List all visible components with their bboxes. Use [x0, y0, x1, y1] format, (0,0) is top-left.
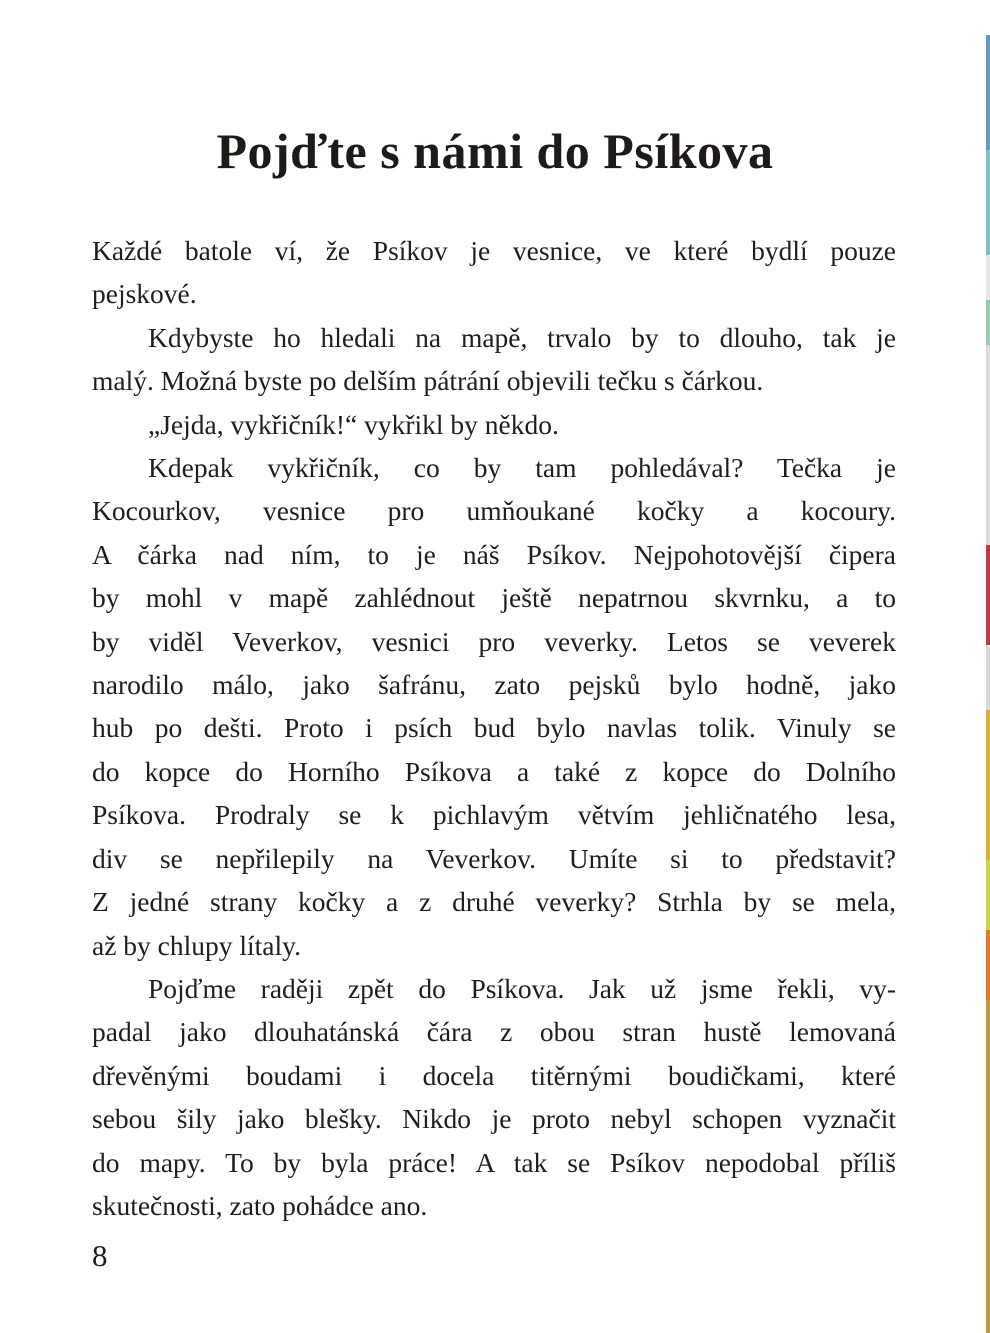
text-line: pejskové. — [92, 278, 197, 310]
text-line: Pojďme raději zpět do Psíkova. Jak už jsme řekli, vy- — [148, 972, 896, 1004]
text-line: do kopce do Horního Psíkova a také z kopce do Dolního — [92, 755, 896, 787]
edge-color-segment — [986, 1000, 990, 1333]
edge-color-segment — [986, 345, 990, 545]
text-line: sebou šily jako blešky. Nikdo je proto nebyl schopen vyznačit — [92, 1103, 896, 1135]
text-line: Z jedné strany kočky a z druhé veverky? Strhla by se mela, — [92, 886, 896, 918]
edge-color-segment — [986, 545, 990, 645]
text-line: by viděl Veverkov, vesnici pro veverky. Letos se veverek — [92, 625, 896, 657]
text-line: „Jejda, vykřičník!“ vykřikl by někdo. — [148, 408, 559, 440]
text-line: padal jako dlouhatánská čára z obou stran hustě lemovaná — [92, 1016, 896, 1048]
edge-color-segment — [986, 930, 990, 1000]
edge-color-segment — [986, 300, 990, 345]
text-line: Kdepak vykřičník, co by tam pohledával? Tečka je — [148, 452, 896, 484]
text-line: Kocourkov, vesnice pro umňoukané kočky a kocoury. — [92, 495, 896, 527]
edge-color-segment — [986, 255, 990, 300]
text-line: malý. Možná byste po delším pátrání objevili tečku s čárkou. — [92, 365, 764, 397]
edge-color-segment — [986, 860, 990, 930]
text-line: by mohl v mapě zahlédnout ještě nepatrnou skvrnku, a to — [92, 582, 896, 614]
text-line: narodilo málo, jako šafránu, zato pejsků bylo hodně, jako — [92, 669, 896, 701]
text-line: hub po dešti. Proto i psích bud bylo navlas tolik. Vinuly se — [92, 712, 896, 744]
text-line: do mapy. To by byla práce! A tak se Psíkov nepodobal příliš — [92, 1146, 896, 1178]
text-line: dřevěnými boudami i docela titěrnými boudičkami, které — [92, 1059, 896, 1091]
edge-color-segment — [986, 645, 990, 710]
edge-color-segment — [986, 710, 990, 860]
chapter-title: Pojďte s námi do Psíkova — [216, 122, 774, 179]
text-line: Psíkova. Prodraly se k pichlavým větvím jehličnatého lesa, — [92, 799, 896, 831]
text-line: Kdybyste ho hledali na mapě, trvalo by to dlouho, tak je — [148, 321, 896, 353]
text-block — [92, 229, 896, 1227]
text-line: Každé batole ví, že Psíkov je vesnice, ve které bydlí pouze — [92, 235, 896, 266]
edge-color-segment — [986, 150, 990, 255]
text-line: skutečnosti, zato pohádce ano. — [92, 1189, 428, 1221]
text-line: až by chlupy lítaly. — [92, 929, 301, 961]
text-line: div se nepřilepily na Veverkov. Umíte si to představit? — [92, 842, 896, 874]
page-number: 8 — [92, 1238, 108, 1273]
text-line: A čárka nad ním, to je náš Psíkov. Nejpohotovější čipera — [92, 538, 896, 570]
page-edge-strip — [986, 0, 990, 1333]
edge-color-segment — [986, 35, 990, 150]
